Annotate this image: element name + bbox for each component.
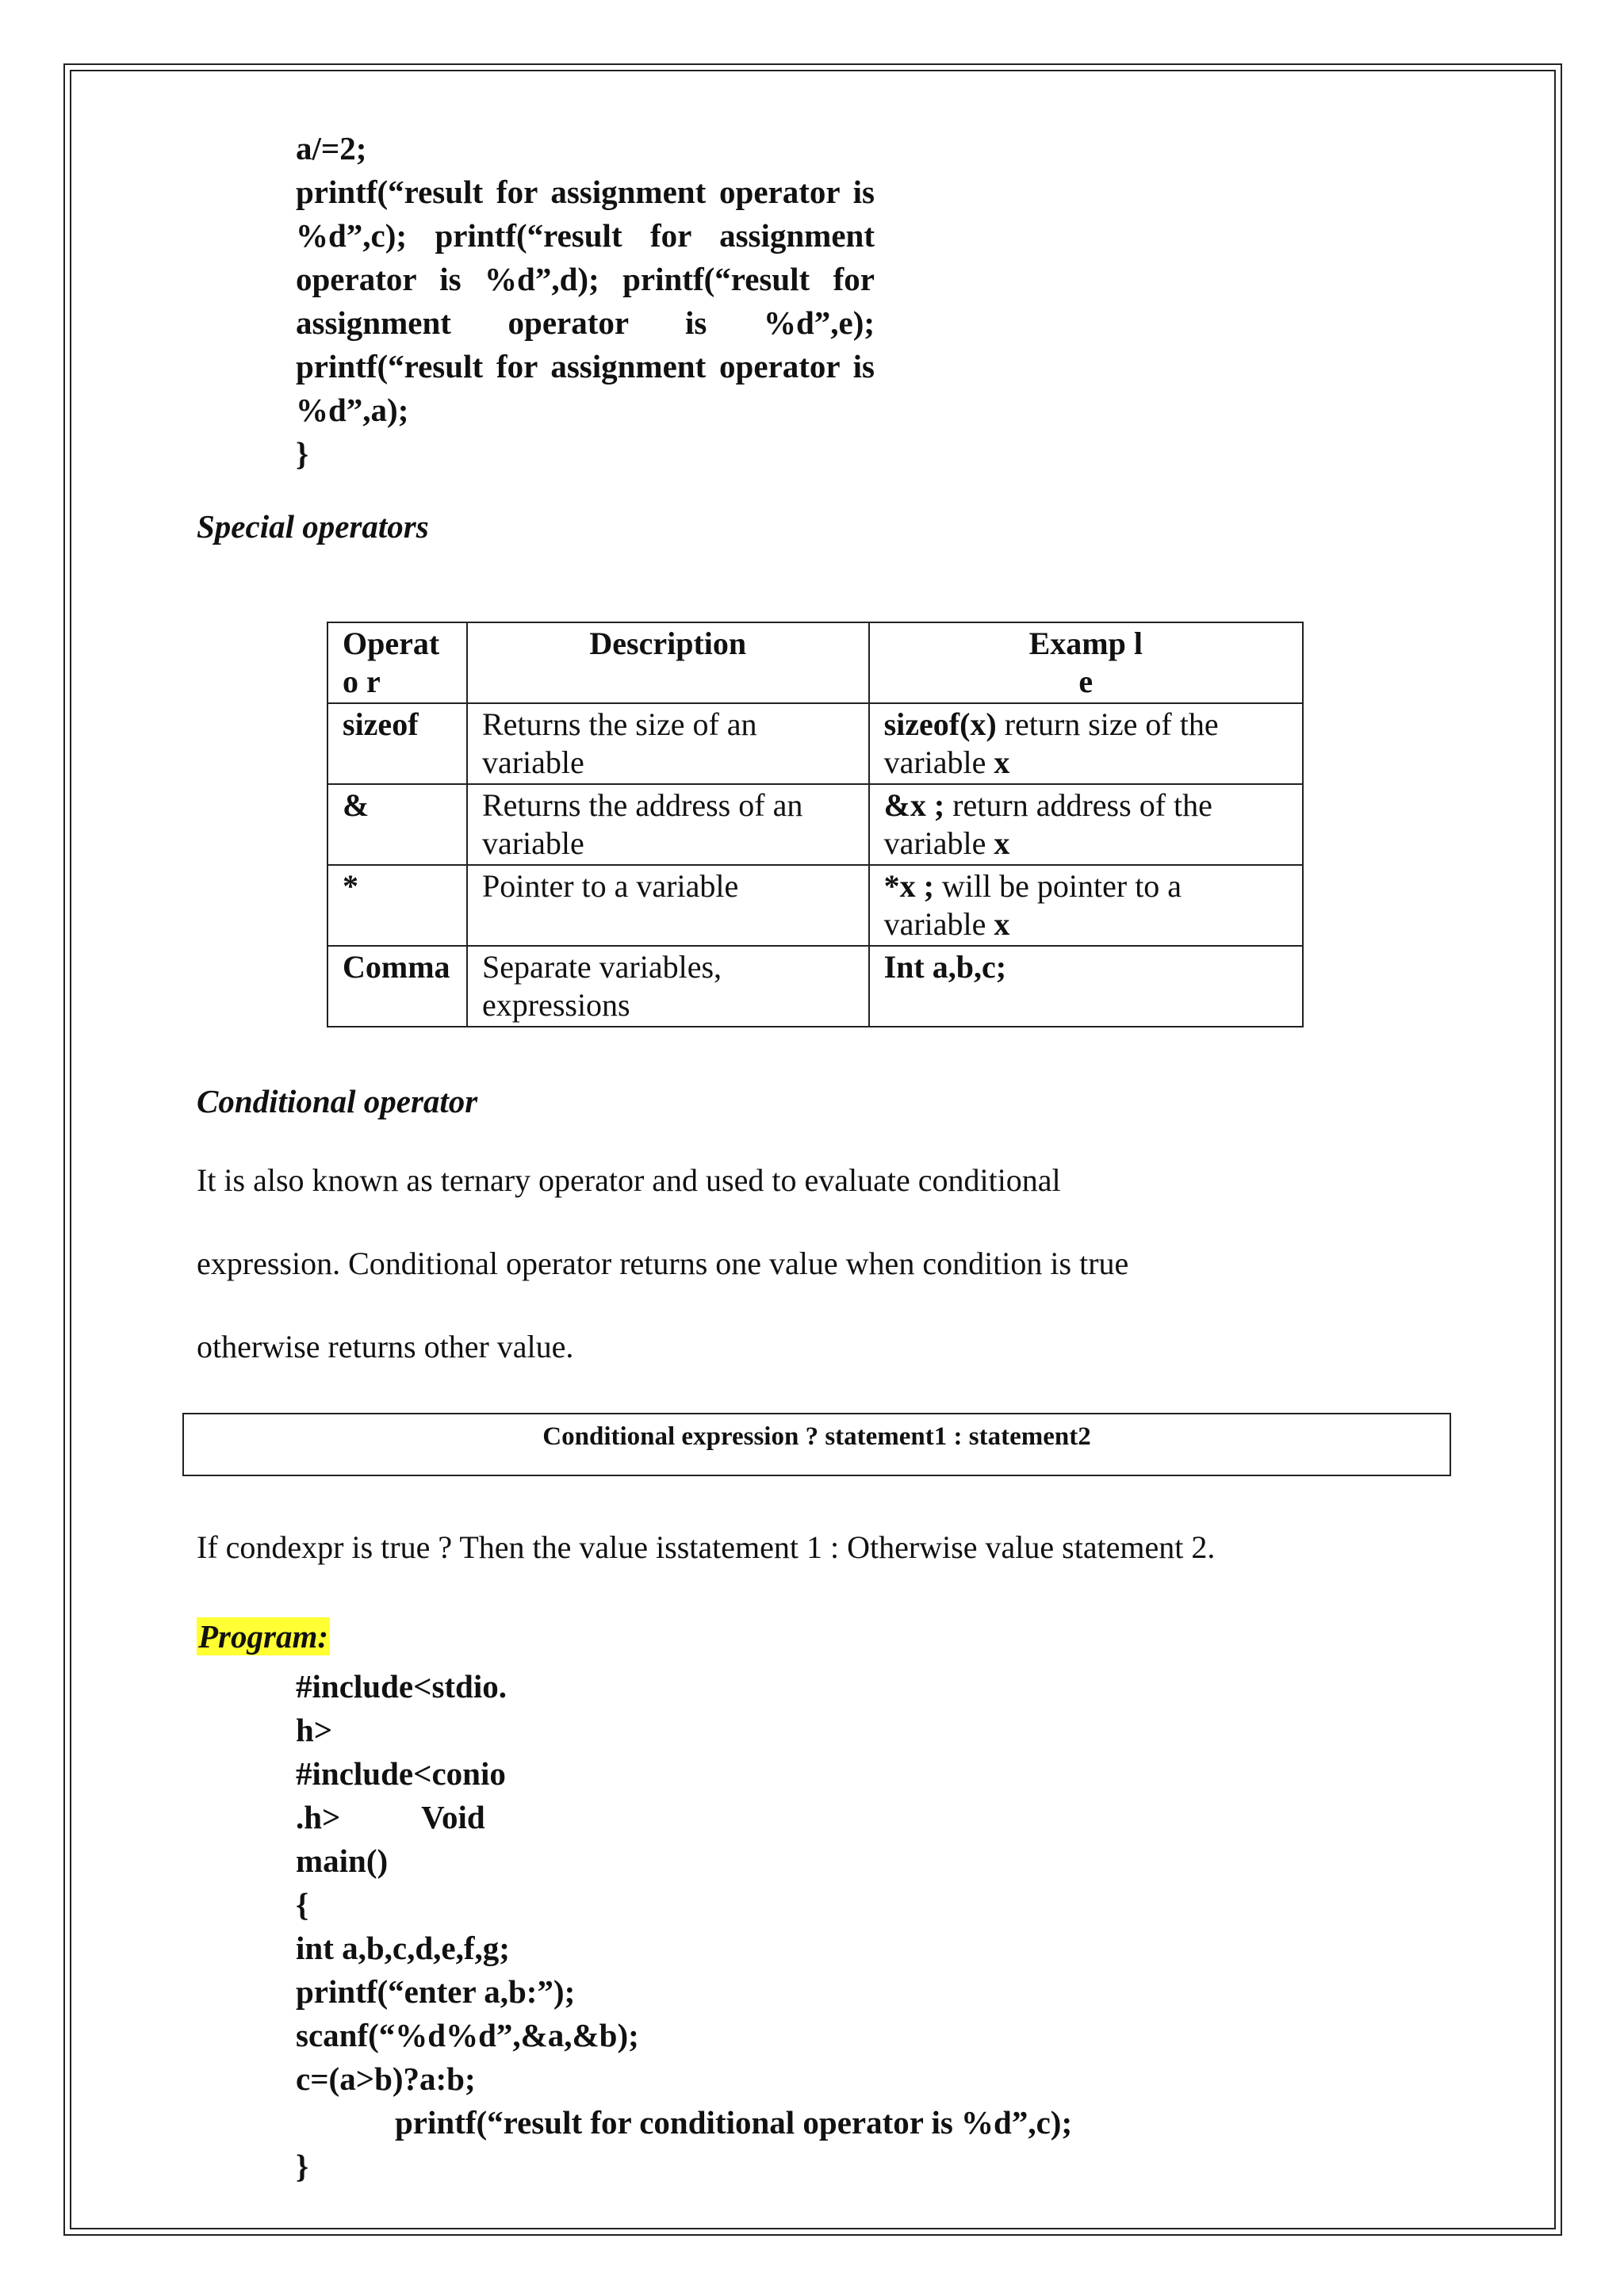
- example-cell: [869, 946, 1303, 1027]
- example-var: x: [994, 906, 1010, 942]
- description-cell: Returns the size of an variable: [467, 703, 869, 784]
- example-code: *x ;: [883, 868, 934, 904]
- example-text: will be pointer to a variable: [883, 868, 1182, 942]
- description-cell: Returns the address of an variable: [467, 784, 869, 865]
- example-text: return size of the variable: [883, 706, 1219, 780]
- code-line: main(): [296, 1843, 389, 1879]
- conditional-syntax-box: Conditional expression ? statement1 : statement2: [182, 1413, 1451, 1476]
- example-code: Int a,b,c;: [883, 949, 1007, 985]
- code-line: int a,b,c,d,e,f,g;: [296, 1930, 510, 1966]
- paragraph-line: expression. Conditional operator returns one value when condition is true: [197, 1246, 1129, 1281]
- operator-cell: &: [327, 784, 467, 865]
- example-var: x: [994, 825, 1010, 861]
- description-cell: Separate variables, expressions: [467, 946, 869, 1027]
- special-operators-heading: Special operators: [197, 508, 429, 545]
- operator-cell: *: [327, 865, 467, 946]
- program-code-block: [296, 1665, 1072, 2188]
- example-code: &x ;: [883, 787, 945, 823]
- example-cell: [869, 784, 1303, 865]
- example-cell: [869, 865, 1303, 946]
- code-line: h>: [296, 1712, 333, 1748]
- code-line: printf(“enter a,b:”);: [296, 1973, 576, 2010]
- table-row: [327, 784, 1303, 865]
- conditional-explanation: If condexpr is true ? Then the value isstatement 1 : Otherwise value statement 2.: [197, 1529, 1216, 1565]
- code-line: printf(“result for assignment operator is: [296, 348, 875, 385]
- code-line: a/=2;: [296, 130, 367, 166]
- column-header-operator: Operato r: [327, 622, 467, 703]
- column-header-description: Description: [467, 622, 869, 703]
- example-var: x: [994, 744, 1010, 780]
- code-line: }: [296, 2148, 309, 2184]
- code-line: #include<conio: [296, 1755, 506, 1792]
- paragraph-line: otherwise returns other value.: [197, 1329, 574, 1364]
- code-line: #include<stdio.: [296, 1668, 507, 1705]
- code-line: printf(“result for assignment operator is: [296, 174, 875, 210]
- table-header-row: [327, 622, 1303, 703]
- operator-cell: Comma: [327, 946, 467, 1027]
- paragraph-line: It is also known as ternary operator and used to evaluate conditional: [197, 1162, 1061, 1198]
- code-line: }: [296, 435, 309, 472]
- code-line: %d”,a);: [296, 392, 409, 428]
- assignment-code-block: [296, 127, 875, 476]
- program-label: Program:: [198, 1618, 328, 1655]
- code-line: {: [296, 1886, 309, 1923]
- description-cell: Pointer to a variable: [467, 865, 869, 946]
- code-line: scanf(“%d%d”,&a,&b);: [296, 2017, 639, 2053]
- column-header-example: Examp le: [869, 622, 1303, 703]
- code-line: c=(a>b)?a:b;: [296, 2061, 476, 2097]
- table-row: [327, 946, 1303, 1027]
- code-line: printf(“result for conditional operator is %d”,c);: [395, 2104, 1073, 2141]
- code-line: operator is %d”,d); printf(“result for: [296, 261, 875, 297]
- table-row: [327, 703, 1303, 784]
- conditional-operator-heading: Conditional operator: [197, 1083, 478, 1119]
- example-cell: [869, 703, 1303, 784]
- example-code: sizeof(x): [883, 706, 997, 742]
- operator-cell: sizeof: [327, 703, 467, 784]
- special-operators-table: [327, 622, 1304, 1027]
- example-text: return address of the variable: [883, 787, 1212, 861]
- table-row: [327, 865, 1303, 946]
- code-line: assignment operator is %d”,e);: [296, 304, 875, 341]
- code-line: %d”,c); printf(“result for assignment: [296, 217, 875, 254]
- code-line: .h> Void: [296, 1799, 485, 1835]
